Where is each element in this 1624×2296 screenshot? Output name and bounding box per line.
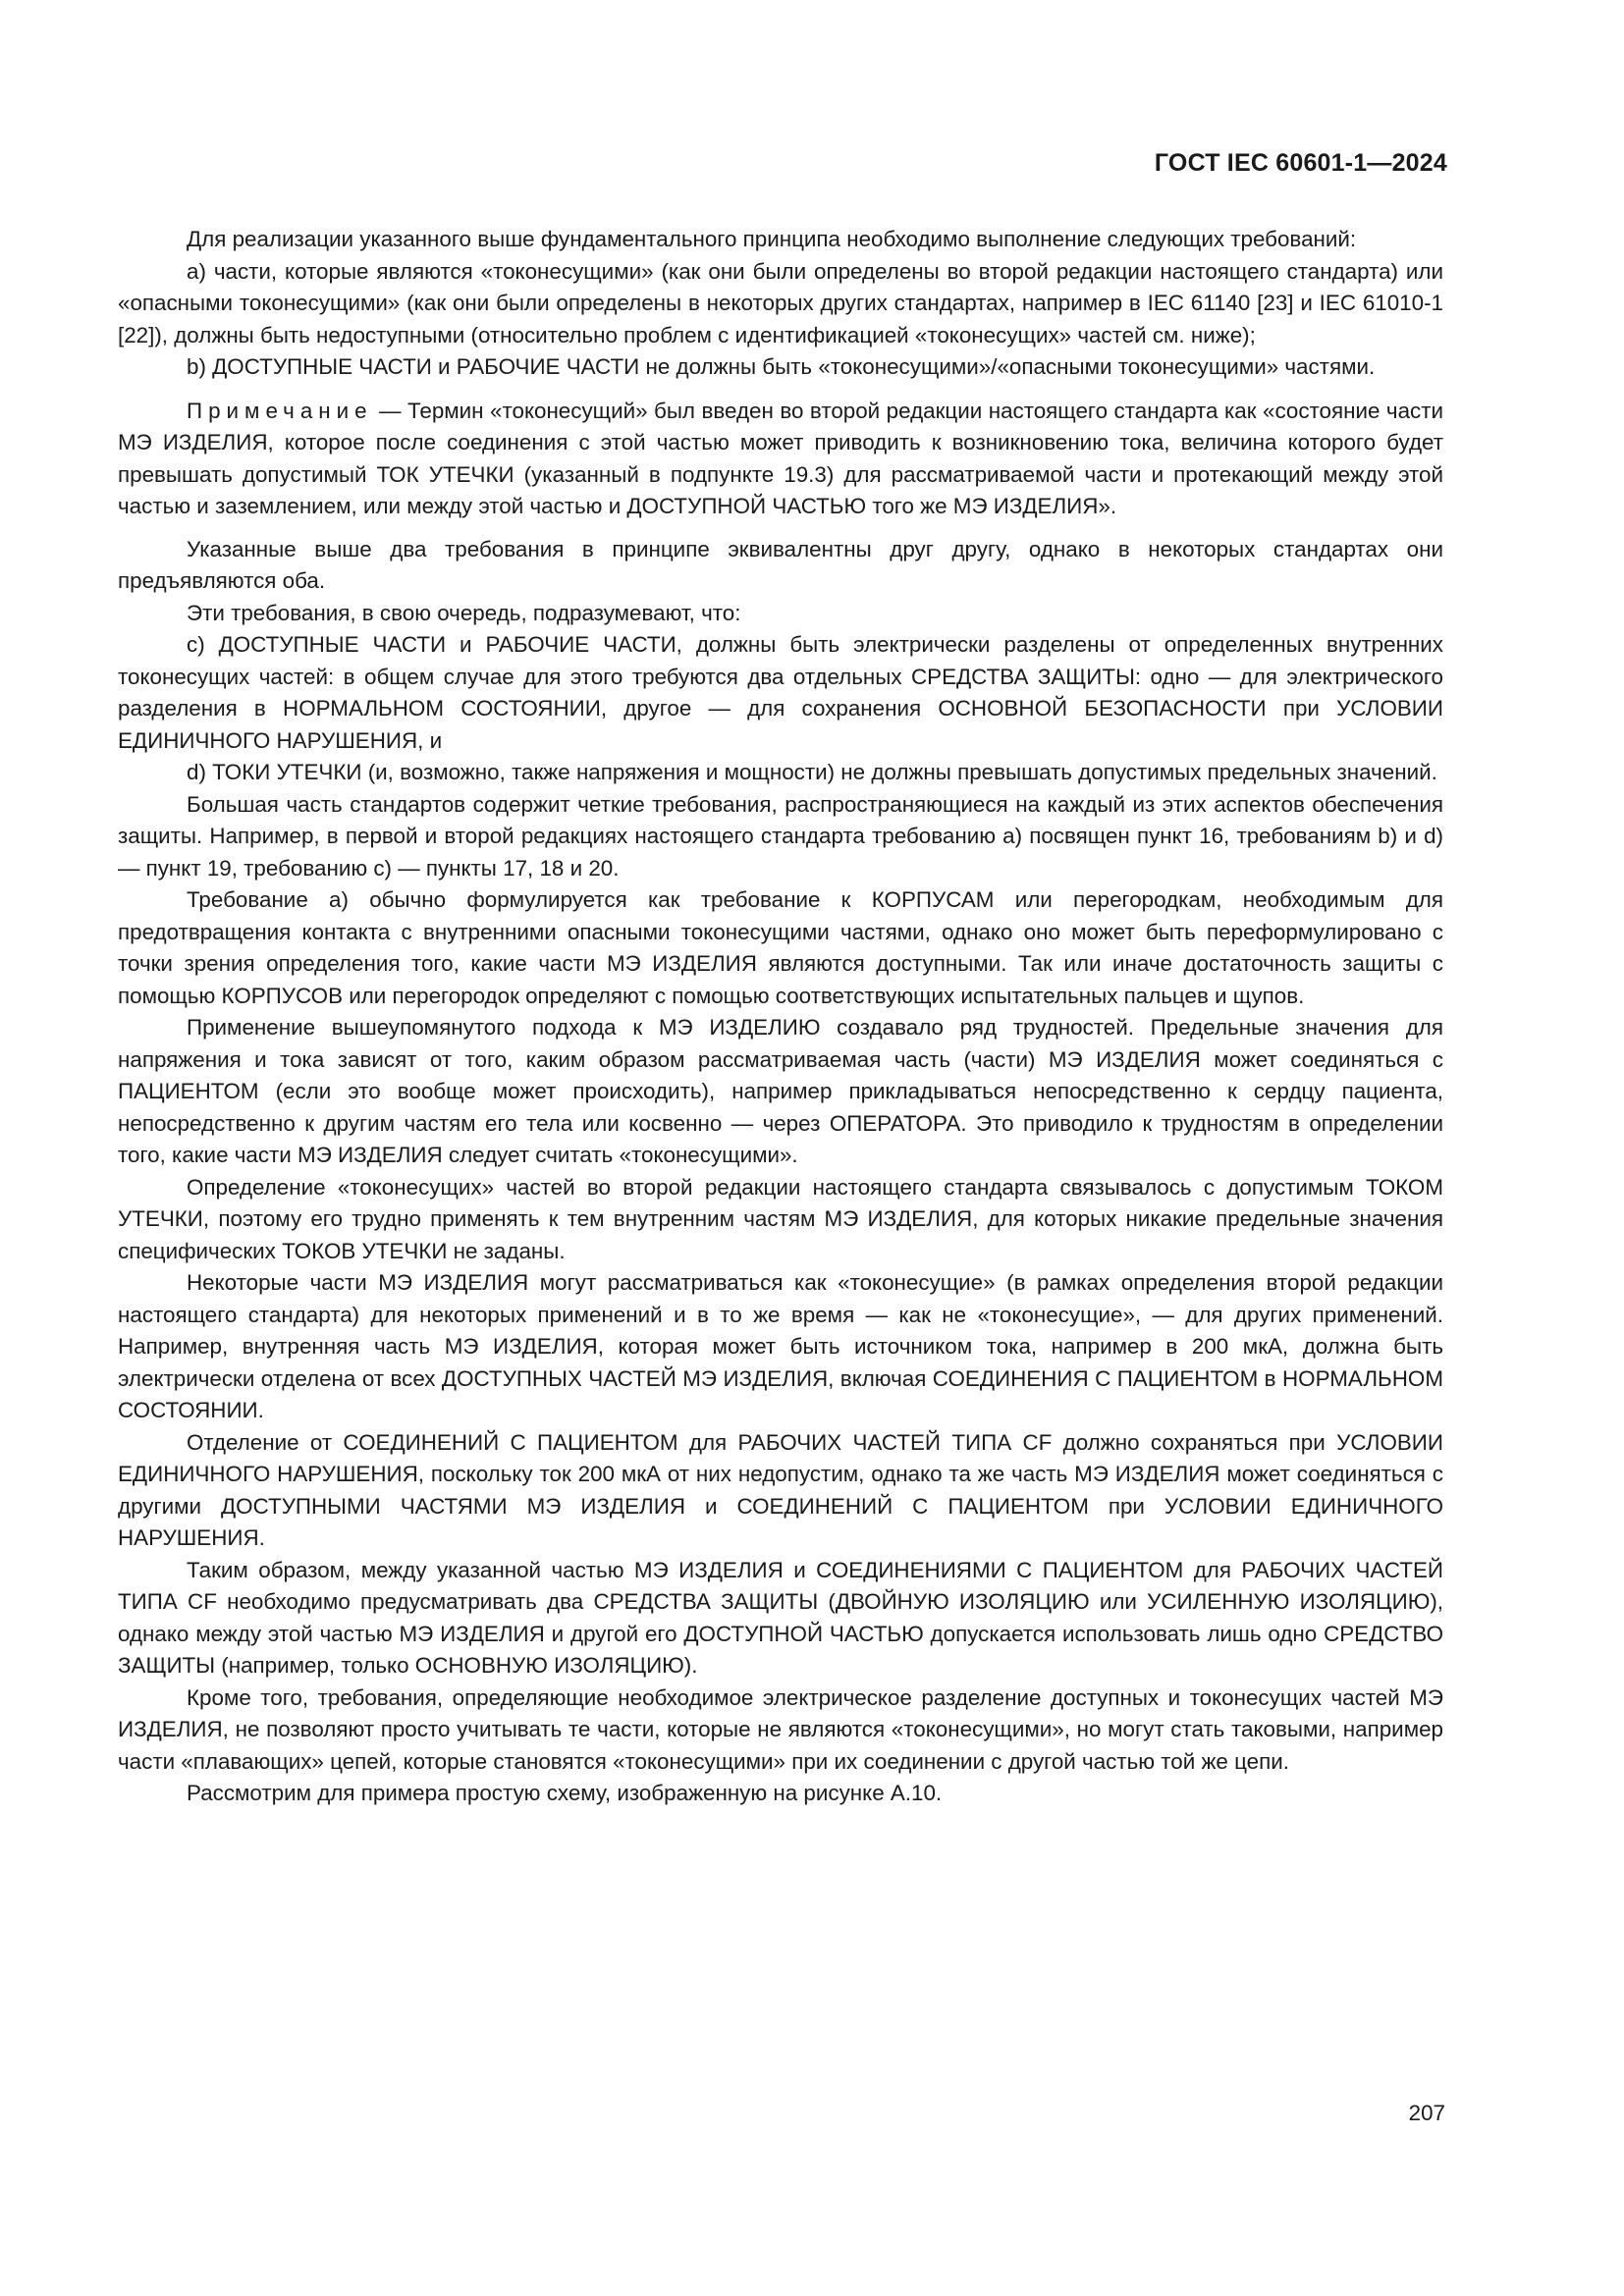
- paragraph-intro: Для реализации указанного выше фундаментального принципа необходимо выполнение следующих требований:: [187, 227, 1357, 251]
- note-paragraph: [118, 396, 1443, 523]
- note-text: — Термин «токонесущий» был введен во второй редакции настоящего стандарта как «состояние части МЭ ИЗДЕЛИЯ, которое после соединения с этой частью может приводить к возникновению тока, величина которого будет превышать допустимый ТОК УТЕЧКИ (указанный в подпункте 19.3) для рассматриваемой части и протекающий между этой частью и заземлением, или между этой частью и ДОСТУПНОЙ ЧАСТЬЮ того же МЭ ИЗДЕЛИЯ».: [118, 398, 1443, 518]
- document-body: [118, 224, 1443, 1810]
- page-number: 207: [1408, 2101, 1445, 2125]
- standard-code-header: ГОСТ IEC 60601-1—2024: [1154, 149, 1447, 177]
- paragraph-separation: Отделение от СОЕДИНЕНИЙ С ПАЦИЕНТОМ для РАБОЧИХ ЧАСТЕЙ ТИПА CF должно сохраняться при УСЛОВИИ ЕДИНИЧНОГО НАРУШЕНИЯ, поскольку ток 200 мкА от них недопустим, однако та же часть МЭ ИЗДЕЛИЯ может соединяться с другими ДОСТУПНЫМИ ЧАСТЯМИ МЭ ИЗДЕЛИЯ и СОЕДИНЕНИЙ С ПАЦИЕНТОМ при УСЛОВИИ ЕДИНИЧНОГО НАРУШЕНИЯ.: [118, 1429, 1443, 1550]
- paragraph-requirement-a: Требование a) обычно формулируется как требование к КОРПУСАМ или перегородкам, необходимым для предотвращения контакта с внутренними опасными токонесущими частями, однако оно может быть переформулировано с точки зрения определения того, какие части МЭ ИЗДЕЛИЯ являются доступными. Так или иначе достаточность защиты с помощью КОРПУСОВ или перегородок определяют с помощью соответствующих испытательных пальцев и щупов.: [118, 887, 1443, 1008]
- paragraph-some-parts: Некоторые части МЭ ИЗДЕЛИЯ могут рассматриваться как «токонесущие» (в рамках определения второй редакции настоящего стандарта) для некоторых применений и в то же время — как не «токонесущие», — для других применений. Например, внутренняя часть МЭ ИЗДЕЛИЯ, которая может быть источником тока, например в 200 мкА, должна быть электрически отделена от всех ДОСТУПНЫХ ЧАСТЕЙ МЭ ИЗДЕЛИЯ, включая СОЕДИНЕНИЯ С ПАЦИЕНТОМ в НОРМАЛЬНОМ СОСТОЯНИИ.: [118, 1270, 1443, 1422]
- note-label: Примечание: [187, 398, 373, 423]
- paragraph-means-of-protection: Таким образом, между указанной частью МЭ ИЗДЕЛИЯ и СОЕДИНЕНИЯМИ С ПАЦИЕНТОМ для РАБОЧИХ ЧАСТЕЙ ТИПА CF необходимо предусматривать два СРЕДСТВА ЗАЩИТЫ (ДВОЙНУЮ ИЗОЛЯЦИЮ или УСИЛЕННУЮ ИЗОЛЯЦИЮ), однако между этой частью МЭ ИЗДЕЛИЯ и другой его ДОСТУПНОЙ ЧАСТЬЮ допускается использовать лишь одно СРЕДСТВО ЗАЩИТЫ (например, только ОСНОВНУЮ ИЗОЛЯЦИЮ).: [118, 1557, 1443, 1678]
- list-item-a: a) части, которые являются «токонесущими» (как они были определены во второй редакции настоящего стандарта) или «опасными токонесущими» (как они были определены в некоторых других стандартах, например в IEC 61140 [23] и IEC 61010-1 [22]), должны быть недоступными (относительно проблем с идентификацией «токонесущих» частей см. ниже);: [118, 258, 1443, 347]
- paragraph-equivalence: Указанные выше два требования в принципе эквивалентны друг другу, однако в некоторых стандартах они предъявляются оба.: [118, 536, 1443, 593]
- paragraph-standards: Большая часть стандартов содержит четкие требования, распространяющиеся на каждый из этих аспектов обеспечения защиты. Например, в первой и второй редакциях настоящего стандарта требованию a) посвящен пункт 16, требованиям b) и d) — пункт 19, требованию c) — пункты 17, 18 и 20.: [118, 791, 1443, 881]
- paragraph-difficulties: Применение вышеупомянутого подхода к МЭ ИЗДЕЛИЮ создавало ряд трудностей. Предельные значения для напряжения и тока зависят от того, каким образом рассматриваемая часть (части) МЭ ИЗДЕЛИЯ может соединяться с ПАЦИЕНТОМ (если это вообще может происходить), например прикладываться непосредственно к сердцу пациента, непосредственно к другим частям его тела или косвенно — через ОПЕРАТОРА. Это приводило к трудностям в определении того, какие части МЭ ИЗДЕЛИЯ следует считать «токонесущими».: [118, 1015, 1443, 1167]
- list-item-b: b) ДОСТУПНЫЕ ЧАСТИ и РАБОЧИЕ ЧАСТИ не должны быть «токонесущими»/«опасными токонесущими» частями.: [187, 354, 1376, 379]
- list-item-d: d) ТОКИ УТЕЧКИ (и, возможно, также напряжения и мощности) не должны превышать допустимых предельных значений.: [187, 760, 1437, 784]
- paragraph-definition: Определение «токонесущих» частей во второй редакции настоящего стандарта связывалось с допустимым ТОКОМ УТЕЧКИ, поэтому его трудно применять к тем внутренним частям МЭ ИЗДЕЛИЯ, для которых никакие предельные значения специфических ТОКОВ УТЕЧКИ не заданы.: [118, 1174, 1443, 1263]
- list-item-c: c) ДОСТУПНЫЕ ЧАСТИ и РАБОЧИЕ ЧАСТИ, должны быть электрически разделены от определенных внутренних токонесущих частей: в общем случае для этого требуются два отдельных СРЕДСТВА ЗАЩИТЫ: одно — для электрического разделения в НОРМАЛЬНОМ СОСТОЯНИИ, другое — для сохранения ОСНОВНОЙ БЕЗОПАСНОСТИ при УСЛОВИИ ЕДИНИЧНОГО НАРУШЕНИЯ, и: [118, 632, 1443, 753]
- paragraph-floating-circuits: Кроме того, требования, определяющие необходимое электрическое разделение доступных и токонесущих частей МЭ ИЗДЕЛИЯ, не позволяют просто учитывать те части, которые не являются «токонесущими», но могут стать таковыми, например части «плавающих» цепей, которые становятся «токонесущими» при их соединении с другой частью той же цепи.: [118, 1684, 1443, 1774]
- paragraph-implications: Эти требования, в свою очередь, подразумевают, что:: [187, 600, 741, 625]
- paragraph-figure-reference: Рассмотрим для примера простую схему, изображенную на рисунке А.10.: [187, 1781, 943, 1805]
